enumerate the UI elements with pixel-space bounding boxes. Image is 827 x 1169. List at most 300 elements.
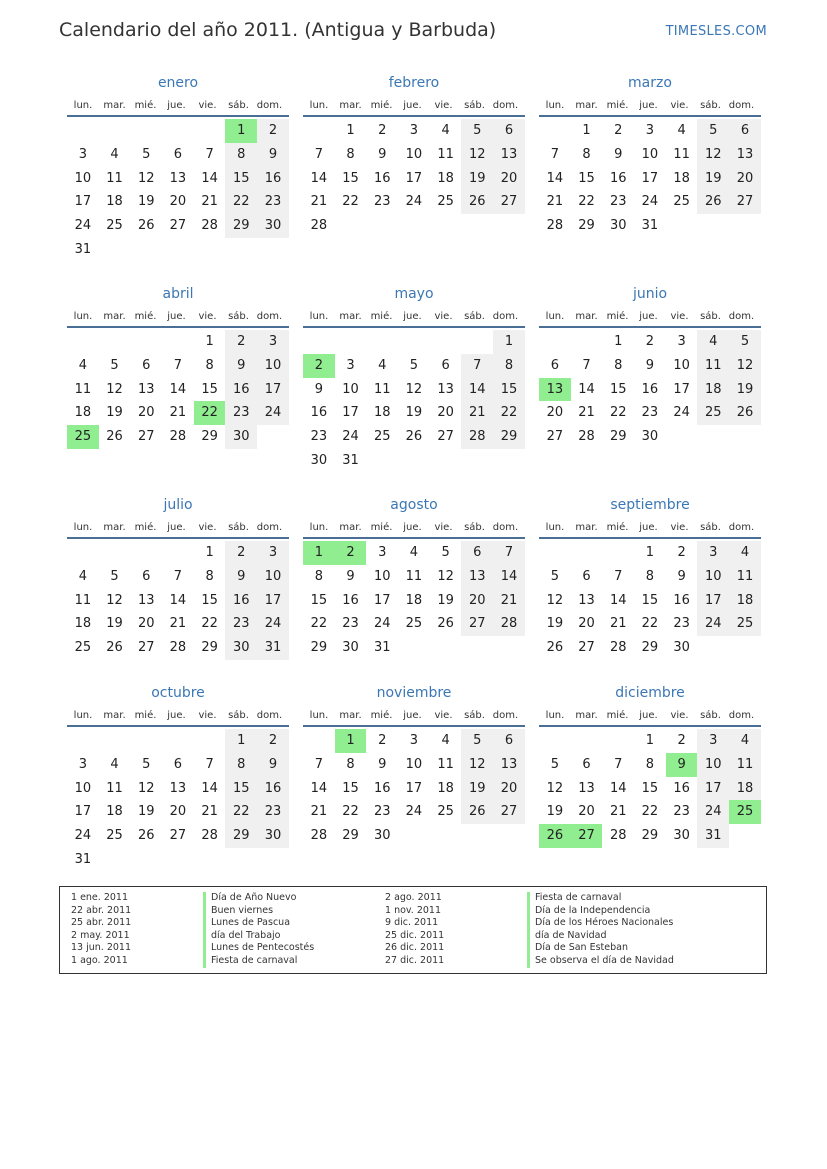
calendar-day: 8 bbox=[225, 753, 257, 777]
calendar-day: 9 bbox=[314, 381, 323, 397]
weekday-label: sáb. bbox=[464, 522, 485, 533]
calendar-day: 30 bbox=[673, 640, 690, 656]
legend-date: 2 may. 2011 bbox=[71, 929, 130, 941]
month-marzo bbox=[539, 73, 761, 238]
calendar-day: 4 bbox=[78, 568, 87, 584]
weekday-label: dom. bbox=[256, 311, 283, 322]
day-grid bbox=[303, 330, 525, 473]
calendar-day: 3 bbox=[409, 123, 419, 138]
brand-link[interactable]: TIMESLES.COM bbox=[665, 24, 767, 39]
calendar-day: 11 bbox=[373, 381, 391, 397]
weekday-label: mié. bbox=[370, 522, 393, 533]
calendar-day: 21 bbox=[609, 616, 627, 632]
empty-day bbox=[461, 214, 493, 238]
empty-day bbox=[130, 238, 162, 262]
calendar-day: 24 bbox=[697, 612, 729, 636]
calendar-day: 18 bbox=[373, 405, 391, 421]
calendar-day: 10 bbox=[257, 565, 289, 589]
calendar-day: 8 bbox=[225, 143, 257, 167]
calendar-day: 20 bbox=[137, 616, 155, 632]
empty-day bbox=[335, 214, 367, 238]
calendar-day: 6 bbox=[550, 357, 559, 373]
calendar-day: 23 bbox=[373, 194, 391, 210]
calendar-day: 15 bbox=[225, 777, 257, 801]
empty-day bbox=[461, 330, 493, 354]
month-noviembre bbox=[303, 683, 525, 848]
month-mayo bbox=[303, 284, 525, 473]
calendar-day: 30 bbox=[225, 636, 257, 660]
calendar-day: 21 bbox=[169, 405, 187, 421]
calendar-day: 22 bbox=[342, 804, 359, 820]
weekday-header bbox=[539, 308, 761, 328]
calendar-day: 14 bbox=[609, 592, 627, 608]
month-abril bbox=[67, 284, 289, 449]
empty-day bbox=[194, 238, 226, 262]
calendar-day: 6 bbox=[142, 568, 151, 584]
calendar-day: 4 bbox=[110, 146, 119, 162]
calendar-day: 26 bbox=[461, 190, 493, 214]
weekday-label: dom. bbox=[256, 100, 283, 111]
legend-holiday-name: Día de los Héroes Nacionales bbox=[527, 917, 674, 930]
calendar-day: 16 bbox=[310, 405, 328, 421]
calendar-day: 5 bbox=[461, 729, 493, 753]
calendar-day: 10 bbox=[257, 354, 289, 378]
calendar-day: 4 bbox=[677, 123, 686, 138]
calendar-day: 7 bbox=[314, 146, 323, 162]
empty-day bbox=[697, 636, 729, 660]
holiday-day: 26 bbox=[539, 824, 571, 848]
calendar-day: 13 bbox=[729, 143, 761, 167]
calendar-day: 24 bbox=[405, 804, 423, 820]
weekday-label: vie. bbox=[434, 522, 453, 533]
calendar-day: 18 bbox=[673, 170, 690, 186]
calendar-day: 20 bbox=[137, 405, 155, 421]
calendar-day: 4 bbox=[441, 733, 450, 748]
month-enero bbox=[67, 73, 289, 262]
legend-date: 2 ago. 2011 bbox=[385, 892, 442, 903]
weekday-label: mar. bbox=[339, 522, 362, 533]
calendar-day: 9 bbox=[257, 753, 289, 777]
calendar-day: 5 bbox=[461, 119, 493, 143]
empty-day bbox=[162, 541, 194, 565]
weekday-label: lun. bbox=[545, 311, 565, 322]
calendar-day: 9 bbox=[614, 146, 623, 162]
day-grid bbox=[303, 729, 525, 848]
empty-day bbox=[602, 541, 634, 565]
calendar-day: 19 bbox=[106, 405, 123, 421]
calendar-day: 15 bbox=[310, 592, 328, 608]
day-grid bbox=[539, 330, 761, 449]
weekday-label: dom. bbox=[492, 100, 519, 111]
calendar-day: 15 bbox=[201, 592, 218, 608]
calendar-day: 18 bbox=[405, 592, 423, 608]
calendar-day: 18 bbox=[729, 777, 761, 801]
day-grid bbox=[539, 729, 761, 848]
legend-date: 1 nov. 2011 bbox=[385, 904, 441, 916]
calendar-day: 14 bbox=[169, 592, 187, 608]
calendar-day: 11 bbox=[106, 780, 123, 796]
calendar-day: 18 bbox=[106, 194, 123, 210]
calendar-day: 17 bbox=[74, 804, 92, 820]
weekday-label: mar. bbox=[575, 100, 598, 111]
calendar-day: 27 bbox=[169, 218, 187, 234]
calendar-day: 17 bbox=[74, 194, 92, 210]
calendar-day: 21 bbox=[609, 804, 627, 820]
calendar-day: 17 bbox=[673, 381, 690, 397]
empty-day bbox=[571, 541, 603, 565]
month-agosto bbox=[303, 495, 525, 660]
empty-day bbox=[99, 729, 131, 753]
calendar-day: 8 bbox=[493, 354, 525, 378]
empty-day bbox=[539, 729, 571, 753]
calendar-day: 6 bbox=[729, 119, 761, 143]
calendar-day: 14 bbox=[546, 170, 564, 186]
empty-day bbox=[303, 330, 335, 354]
calendar-day: 16 bbox=[257, 777, 289, 801]
calendar-day: 28 bbox=[546, 218, 564, 234]
calendar-day: 3 bbox=[645, 123, 655, 138]
calendar-day: 25 bbox=[373, 429, 391, 445]
calendar-day: 3 bbox=[697, 729, 729, 753]
empty-day bbox=[194, 848, 226, 872]
calendar-day: 10 bbox=[74, 780, 92, 796]
calendar-day: 16 bbox=[225, 378, 257, 402]
calendar-day: 16 bbox=[225, 589, 257, 613]
calendar-day: 12 bbox=[137, 170, 155, 186]
month-octubre bbox=[67, 683, 289, 872]
empty-day bbox=[366, 449, 398, 473]
weekday-label: mar. bbox=[103, 710, 126, 721]
calendar-day: 19 bbox=[137, 804, 155, 820]
weekday-label: lun. bbox=[309, 311, 329, 322]
month-name: diciembre bbox=[615, 685, 685, 701]
calendar-day: 10 bbox=[405, 756, 423, 772]
calendar-day: 7 bbox=[205, 756, 214, 772]
calendar-day: 21 bbox=[201, 194, 218, 210]
calendar-day: 9 bbox=[378, 146, 387, 162]
calendar-day: 18 bbox=[74, 616, 92, 632]
weekday-label: dom. bbox=[492, 710, 519, 721]
calendar-day: 26 bbox=[106, 429, 123, 445]
holiday-day: 9 bbox=[666, 753, 698, 777]
calendar-day: 13 bbox=[461, 565, 493, 589]
weekday-header bbox=[67, 308, 289, 328]
calendar-day: 28 bbox=[201, 828, 218, 844]
empty-day bbox=[398, 330, 430, 354]
calendar-day: 2 bbox=[645, 334, 655, 349]
calendar-day: 17 bbox=[257, 589, 289, 613]
calendar-day: 28 bbox=[201, 218, 218, 234]
calendar-day: 5 bbox=[441, 545, 450, 560]
empty-day bbox=[99, 848, 131, 872]
calendar-day: 9 bbox=[346, 568, 355, 584]
weekday-label: lun. bbox=[545, 710, 565, 721]
calendar-day: 29 bbox=[225, 824, 257, 848]
calendar-day: 23 bbox=[373, 804, 391, 820]
calendar-day: 10 bbox=[641, 146, 659, 162]
calendar-day: 24 bbox=[342, 429, 359, 445]
weekday-label: vie. bbox=[198, 710, 217, 721]
empty-day bbox=[366, 330, 398, 354]
calendar-day: 28 bbox=[609, 828, 627, 844]
legend-date: 22 abr. 2011 bbox=[71, 904, 132, 916]
day-grid bbox=[67, 119, 289, 262]
calendar-day: 2 bbox=[614, 123, 623, 138]
calendar-day: 22 bbox=[225, 190, 257, 214]
weekday-label: sáb. bbox=[228, 100, 249, 111]
calendar-day: 17 bbox=[697, 777, 729, 801]
empty-day bbox=[225, 848, 257, 872]
month-name: noviembre bbox=[376, 685, 452, 701]
empty-day bbox=[571, 729, 603, 753]
holiday-day: 1 bbox=[303, 541, 335, 565]
calendar-day: 11 bbox=[74, 381, 92, 397]
calendar-day: 18 bbox=[74, 405, 92, 421]
calendar-day: 11 bbox=[437, 146, 454, 162]
weekday-label: mié. bbox=[370, 100, 393, 111]
calendar-day: 13 bbox=[578, 592, 595, 608]
month-junio bbox=[539, 284, 761, 449]
calendar-day: 26 bbox=[546, 640, 564, 656]
calendar-day: 24 bbox=[673, 405, 690, 421]
empty-day bbox=[162, 330, 194, 354]
calendar-day: 5 bbox=[729, 330, 761, 354]
calendar-day: 16 bbox=[373, 780, 391, 796]
weekday-label: sáb. bbox=[464, 311, 485, 322]
calendar-day: 31 bbox=[697, 824, 729, 848]
legend-holiday-name: día del Trabajo bbox=[203, 930, 314, 943]
weekday-label: lun. bbox=[73, 710, 93, 721]
calendar-day: 2 bbox=[677, 545, 686, 560]
calendar-day: 27 bbox=[493, 800, 525, 824]
calendar-day: 5 bbox=[142, 146, 151, 162]
weekday-label: vie. bbox=[434, 311, 453, 322]
calendar-day: 17 bbox=[373, 592, 391, 608]
weekday-label: mar. bbox=[339, 100, 362, 111]
calendar-day: 16 bbox=[257, 167, 289, 191]
weekday-label: jue. bbox=[639, 710, 658, 721]
empty-day bbox=[67, 119, 99, 143]
calendar-day: 24 bbox=[405, 194, 423, 210]
calendar-day: 20 bbox=[578, 804, 595, 820]
holiday-day: 1 bbox=[225, 119, 257, 143]
legend-date: 9 dic. 2011 bbox=[385, 917, 439, 929]
calendar-day: 7 bbox=[614, 568, 623, 584]
legend-holiday-name: Día de la Independencia bbox=[527, 905, 674, 918]
weekday-header bbox=[539, 97, 761, 117]
weekday-label: vie. bbox=[434, 100, 453, 111]
calendar-day: 1 bbox=[205, 545, 214, 560]
calendar-day: 10 bbox=[342, 381, 359, 397]
calendar-day: 1 bbox=[225, 729, 257, 753]
calendar-day: 23 bbox=[257, 190, 289, 214]
calendar-day: 23 bbox=[310, 429, 328, 445]
calendar-day: 29 bbox=[310, 640, 328, 656]
calendar-day: 7 bbox=[314, 756, 323, 772]
weekday-header bbox=[67, 519, 289, 539]
weekday-label: mar. bbox=[575, 710, 598, 721]
weekday-label: jue. bbox=[403, 710, 422, 721]
holiday-day: 25 bbox=[729, 800, 761, 824]
empty-day bbox=[99, 541, 131, 565]
empty-day bbox=[571, 330, 603, 354]
legend-holiday-name: día de Navidad bbox=[527, 930, 674, 943]
weekday-label: sáb. bbox=[700, 100, 721, 111]
weekday-label: dom. bbox=[256, 522, 283, 533]
calendar-day: 25 bbox=[405, 616, 423, 632]
calendar-day: 21 bbox=[578, 405, 595, 421]
calendar-day: 25 bbox=[437, 804, 454, 820]
calendar-day: 12 bbox=[437, 568, 454, 584]
calendar-day: 22 bbox=[201, 616, 218, 632]
calendar-day: 25 bbox=[437, 194, 454, 210]
calendar-day: 21 bbox=[461, 401, 493, 425]
calendar-day: 11 bbox=[405, 568, 423, 584]
weekday-label: jue. bbox=[167, 311, 186, 322]
calendar-day: 28 bbox=[310, 218, 328, 234]
calendar-day: 24 bbox=[697, 800, 729, 824]
holiday-day: 25 bbox=[67, 425, 99, 449]
calendar-day: 25 bbox=[106, 218, 123, 234]
empty-day bbox=[430, 449, 462, 473]
month-name: enero bbox=[157, 75, 199, 91]
calendar-day: 14 bbox=[201, 170, 218, 186]
calendar-day: 4 bbox=[78, 357, 87, 373]
weekday-label: lun. bbox=[73, 100, 93, 111]
empty-day bbox=[67, 541, 99, 565]
calendar-day: 23 bbox=[225, 612, 257, 636]
calendar-day: 25 bbox=[74, 640, 92, 656]
calendar-day: 20 bbox=[461, 589, 493, 613]
empty-day bbox=[225, 238, 257, 262]
day-grid bbox=[303, 119, 525, 238]
calendar-day: 11 bbox=[106, 170, 123, 186]
weekday-label: jue. bbox=[167, 522, 186, 533]
calendar-day: 23 bbox=[673, 804, 690, 820]
calendar-day: 8 bbox=[346, 756, 355, 772]
calendar-day: 24 bbox=[373, 616, 391, 632]
calendar-day: 11 bbox=[74, 592, 92, 608]
holiday-day: 22 bbox=[194, 401, 226, 425]
legend-holiday-name: Fiesta de carnaval bbox=[527, 892, 674, 905]
weekday-label: mié. bbox=[134, 311, 157, 322]
weekday-label: vie. bbox=[198, 311, 217, 322]
calendar-day: 19 bbox=[106, 616, 123, 632]
calendar-day: 16 bbox=[641, 381, 659, 397]
empty-day bbox=[194, 729, 226, 753]
calendar-day: 20 bbox=[169, 194, 187, 210]
weekday-label: dom. bbox=[728, 100, 755, 111]
empty-day bbox=[398, 449, 430, 473]
empty-day bbox=[162, 848, 194, 872]
empty-day bbox=[729, 425, 761, 449]
calendar-day: 27 bbox=[137, 429, 155, 445]
calendar-day: 19 bbox=[697, 167, 729, 191]
weekday-label: vie. bbox=[670, 710, 689, 721]
empty-day bbox=[729, 636, 761, 660]
empty-day bbox=[398, 824, 430, 848]
calendar-day: 31 bbox=[257, 636, 289, 660]
calendar-day: 23 bbox=[641, 405, 659, 421]
month-febrero bbox=[303, 73, 525, 238]
calendar-day: 2 bbox=[225, 330, 257, 354]
empty-day bbox=[697, 425, 729, 449]
calendar-day: 9 bbox=[257, 143, 289, 167]
calendar-day: 28 bbox=[609, 640, 627, 656]
weekday-label: jue. bbox=[403, 522, 422, 533]
weekday-header bbox=[539, 519, 761, 539]
calendar-day: 15 bbox=[493, 378, 525, 402]
calendar-day: 19 bbox=[461, 777, 493, 801]
weekday-label: dom. bbox=[492, 522, 519, 533]
calendar-day: 28 bbox=[578, 429, 595, 445]
day-grid bbox=[67, 729, 289, 872]
empty-day bbox=[729, 824, 761, 848]
calendar-day: 25 bbox=[106, 828, 123, 844]
weekday-label: mié. bbox=[606, 311, 629, 322]
empty-day bbox=[194, 119, 226, 143]
holiday-day: 27 bbox=[571, 824, 603, 848]
legend-date: 25 abr. 2011 bbox=[71, 917, 132, 929]
calendar-day: 19 bbox=[729, 378, 761, 402]
calendar-day: 29 bbox=[578, 218, 595, 234]
calendar-day: 19 bbox=[437, 592, 454, 608]
calendar-day: 5 bbox=[110, 568, 119, 584]
calendar-day: 26 bbox=[697, 190, 729, 214]
calendar-day: 7 bbox=[582, 357, 591, 373]
weekday-label: mié. bbox=[606, 710, 629, 721]
weekday-label: mié. bbox=[134, 710, 157, 721]
calendar-day: 21 bbox=[201, 804, 218, 820]
calendar-day: 13 bbox=[169, 780, 187, 796]
calendar-day: 14 bbox=[578, 381, 595, 397]
calendar-day: 1 bbox=[493, 330, 525, 354]
calendar-day: 3 bbox=[409, 733, 419, 748]
weekday-label: lun. bbox=[309, 710, 329, 721]
calendar-day: 13 bbox=[493, 143, 525, 167]
calendar-day: 21 bbox=[310, 194, 328, 210]
weekday-label: lun. bbox=[545, 100, 565, 111]
month-name: septiembre bbox=[610, 497, 690, 513]
calendar-day: 27 bbox=[461, 612, 493, 636]
calendar-day: 29 bbox=[201, 429, 218, 445]
empty-day bbox=[461, 636, 493, 660]
calendar-day: 5 bbox=[550, 756, 559, 772]
empty-day bbox=[666, 425, 698, 449]
calendar-day: 11 bbox=[729, 565, 761, 589]
legend-holiday-name: Día de Año Nuevo bbox=[203, 892, 314, 905]
calendar-day: 7 bbox=[173, 568, 183, 584]
calendar-day: 8 bbox=[314, 568, 323, 584]
calendar-day: 23 bbox=[257, 800, 289, 824]
calendar-day: 16 bbox=[373, 170, 391, 186]
empty-day bbox=[67, 330, 99, 354]
calendar-day: 29 bbox=[342, 828, 359, 844]
calendar-day: 24 bbox=[74, 828, 92, 844]
month-septiembre bbox=[539, 495, 761, 660]
weekday-label: dom. bbox=[728, 522, 755, 533]
calendar-day: 6 bbox=[493, 729, 525, 753]
legend-holiday-name: Fiesta de carnaval bbox=[203, 955, 314, 968]
empty-day bbox=[257, 425, 289, 449]
weekday-label: sáb. bbox=[700, 311, 721, 322]
calendar-day: 22 bbox=[641, 804, 659, 820]
calendar-day: 11 bbox=[437, 756, 454, 772]
calendar-day: 7 bbox=[550, 146, 559, 162]
empty-day bbox=[539, 330, 571, 354]
weekday-header bbox=[303, 97, 525, 117]
calendar-day: 9 bbox=[225, 354, 257, 378]
